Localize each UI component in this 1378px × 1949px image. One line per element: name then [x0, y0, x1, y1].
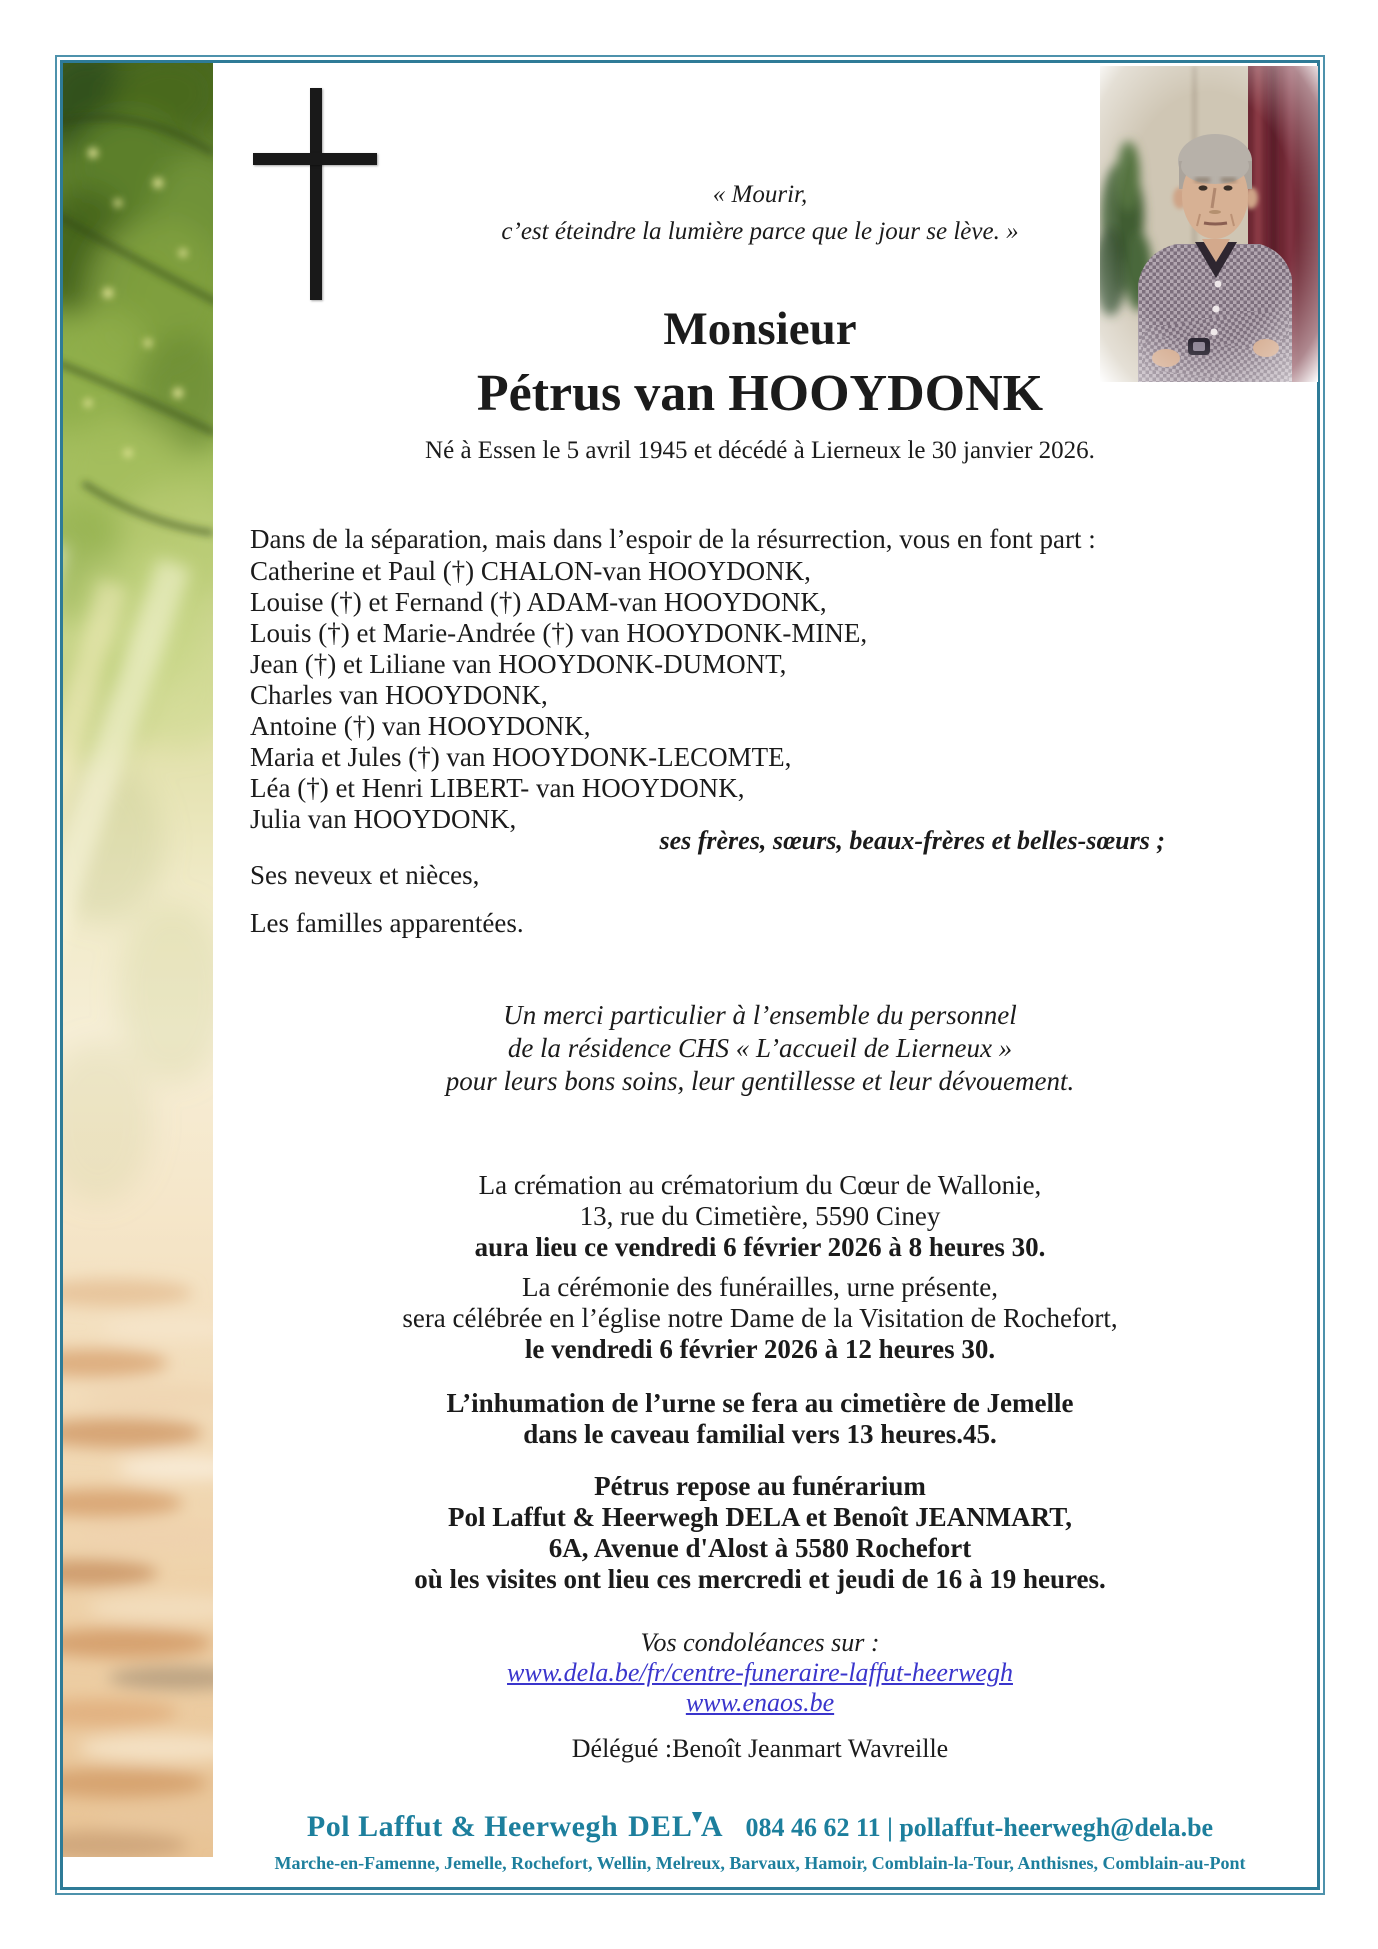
forest-path-image: [63, 63, 213, 1857]
family-member-line: Maria et Jules (†) van HOOYDONK-LECOMTE,: [250, 742, 792, 772]
opening-quote: [250, 176, 1270, 250]
dela-logo: [628, 1810, 723, 1843]
brand-locations: Marche-en-Famenne, Jemelle, Rochefort, Wellin, Melreux, Barvaux, Hamoir, Comblain-la-Tour, Anthisnes, Comblain-au-Pont: [274, 1853, 1246, 1873]
cross-horizontal-bar: [253, 153, 377, 165]
inhumation-paragraph: [250, 1388, 1270, 1450]
intro-line: Dans de la séparation, mais dans l’espoir de la résurrection, vous en font part :: [250, 524, 1096, 554]
family-member-line: Antoine (†) van HOOYDONK,: [250, 711, 591, 741]
cremation-line: 13, rue du Cimetière, 5590 Ciney: [579, 1201, 941, 1231]
thanks-line: de la résidence CHS « L’accueil de Lierneux »: [507, 1033, 1013, 1063]
inhumation-line: L’inhumation de l’urne se fera au cimetière de Jemelle: [446, 1388, 1074, 1418]
family-relation-line: ses frères, sœurs, beaux-frères et belles-sœurs ;: [659, 826, 1165, 855]
condolences-link-enaos[interactable]: www.enaos.be: [685, 1688, 835, 1717]
deceased-name: Pétrus van HOOYDONK: [476, 365, 1044, 422]
dela-logo-text-2: A: [700, 1810, 724, 1843]
family-member-line: Louis (†) et Marie-Andrée (†) van HOOYDONK-MINE,: [250, 618, 868, 648]
family-member-line: Catherine et Paul (†) CHALON-van HOOYDONK,: [250, 556, 811, 586]
funerarium-line: Pétrus repose au funérarium: [594, 1471, 926, 1501]
cremation-paragraph: [250, 1170, 1270, 1263]
thanks-paragraph: [250, 999, 1270, 1098]
funeral-line: sera célébrée en l’église notre Dame de la Visitation de Rochefort,: [402, 1303, 1118, 1333]
family-member-line: Charles van HOOYDONK,: [250, 680, 548, 710]
family-member-line: Jean (†) et Liliane van HOOYDONK-DUMONT,: [250, 649, 787, 679]
dela-logo-text-1: DEL: [628, 1810, 693, 1843]
quote-line: c’est éteindre la lumière parce que le jour se lève. »: [501, 218, 1019, 245]
condolences-block: [250, 1628, 1270, 1718]
cremation-date-line: aura lieu ce vendredi 6 février 2026 à 8 heures 30.: [474, 1232, 1046, 1262]
funeral-paragraph: [250, 1272, 1270, 1365]
birth-death-line: Né à Essen le 5 avril 1945 et décédé à Lierneux le 30 janvier 2026.: [425, 437, 1095, 464]
condolences-link-dela[interactable]: www.dela.be/fr/centre-funeraire-laffut-heerwegh: [507, 1658, 1013, 1687]
funeral-date-line: le vendredi 6 février 2026 à 12 heures 30.: [524, 1334, 996, 1364]
family-member-line: Louise (†) et Fernand (†) ADAM-van HOOYDONK,: [250, 587, 827, 617]
delegate-line: Délégué :Benoît Jeanmart Wavreille: [571, 1734, 949, 1763]
nephews-line: Ses neveux et nièces,: [250, 860, 480, 890]
related-families-line: Les familles apparentées.: [250, 908, 524, 938]
quote-line: « Mourir,: [712, 181, 808, 208]
dela-logo-mark-icon: [692, 1812, 702, 1823]
family-list: [250, 556, 1270, 835]
funerarium-line: où les visites ont lieu ces mercredi et jeudi de 16 à 19 heures.: [414, 1564, 1106, 1594]
title-monsieur: Monsieur: [663, 303, 857, 355]
family-member-line: Léa (†) et Henri LIBERT- van HOOYDONK,: [250, 773, 745, 803]
funeral-home-brand: [250, 1810, 1270, 1844]
inhumation-line: dans le caveau familial vers 13 heures.45.: [523, 1419, 997, 1449]
cremation-line: La crémation au crématorium du Cœur de Wallonie,: [478, 1170, 1042, 1200]
brand-name-text: Pol Laffut & Heerwegh: [306, 1810, 619, 1843]
funerarium-paragraph: [250, 1471, 1270, 1595]
condolences-label: Vos condoléances sur :: [640, 1628, 880, 1657]
family-member-line: Julia van HOOYDONK,: [250, 804, 517, 834]
funerarium-line: 6A, Avenue d'Alost à 5580 Rochefort: [548, 1533, 972, 1563]
brand-contact: 084 46 62 11 | pollaffut-heerwegh@dela.be: [745, 1813, 1214, 1842]
thanks-line: Un merci particulier à l’ensemble du personnel: [503, 1000, 1017, 1030]
funerarium-line: Pol Laffut & Heerwegh DELA et Benoît JEANMART,: [448, 1502, 1072, 1532]
brand-name: [307, 1810, 724, 1844]
funeral-line: La cérémonie des funérailles, urne présente,: [521, 1272, 999, 1302]
thanks-line: pour leurs bons soins, leur gentillesse et leur dévouement.: [445, 1066, 1075, 1096]
